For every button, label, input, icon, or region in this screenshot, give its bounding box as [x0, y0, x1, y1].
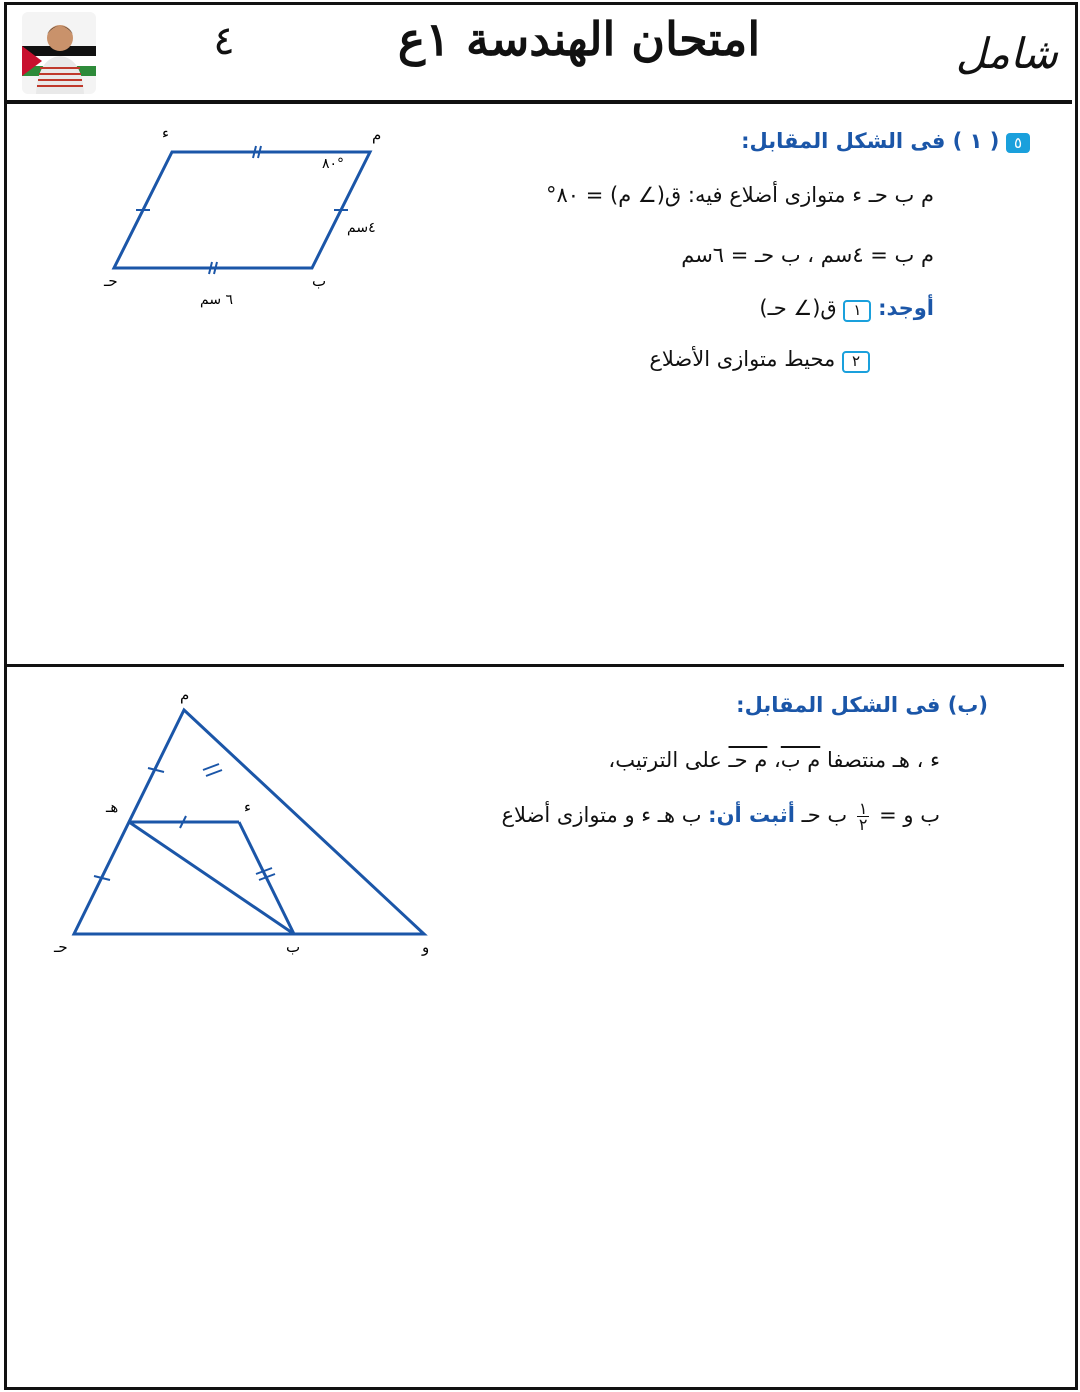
parallelogram-figure	[100, 118, 400, 318]
fraction-numerator: ١	[858, 798, 868, 818]
author-avatar	[22, 12, 96, 94]
segment-ab: م ب	[780, 748, 821, 772]
vertex-label-d: ء	[162, 124, 170, 142]
question-b-line-2	[502, 800, 940, 832]
midpoints-text: ء ، هـ منتصفا	[826, 748, 940, 772]
question-a-part-label: ( ١ ) فى الشكل المقابل:	[741, 129, 1000, 153]
vertex-label-b: ب	[312, 272, 327, 290]
prove-statement: ب هـ ء و متوازى أضلاع	[501, 803, 702, 827]
fraction-denominator: ٢	[858, 814, 868, 834]
page-header	[4, 2, 1072, 104]
vertex-label-a: م	[372, 126, 382, 144]
question-a-find-line	[759, 293, 934, 323]
find-label: أوجد:	[878, 296, 934, 320]
triangle-outer	[74, 710, 424, 934]
vertex-label-d: ء	[244, 798, 252, 816]
segment-ac: م حـ	[728, 748, 768, 772]
brand-logo: شامل	[955, 29, 1058, 78]
question-a-given-line-2: م ب = ٤سم ، ب حـ = ٦سم	[681, 243, 934, 267]
triangle-figure	[40, 680, 460, 980]
fraction-half	[857, 798, 870, 834]
bw-equals: ب و =	[879, 803, 940, 827]
vertex-label-c: حـ	[104, 272, 118, 290]
segment-bc: ب حـ	[801, 803, 848, 827]
tick-upper-right-2	[206, 770, 222, 776]
vertex-label-b: ب	[286, 938, 301, 956]
tick-upper-right-1	[203, 764, 219, 770]
question-b-part-label: (ب) فى الشكل المقابل:	[736, 693, 988, 717]
vertex-label-w: و	[422, 938, 430, 956]
question-b-line-1	[608, 745, 940, 775]
segment-hb	[129, 822, 294, 934]
question-a-heading	[741, 126, 1030, 156]
exam-title: امتحان الهندسة ١ع	[397, 12, 761, 66]
question-a-find-line-2	[649, 344, 870, 374]
question-a-given-line-1: م ب حـ ء متوازى أضلاع فيه: ق(∠ م) = ٨٠°	[546, 183, 934, 207]
prove-label: أثبت أن:	[708, 803, 795, 827]
vertex-label-c: حـ	[54, 938, 68, 956]
find-item-2-number: ٢	[842, 351, 870, 373]
vertex-label-h: هـ	[106, 798, 119, 816]
find-item-1-text: ق(∠ حـ)	[759, 296, 837, 320]
angle-label-80: ٨٠°	[322, 156, 345, 172]
side-label-ab: ٤سم	[347, 220, 376, 236]
section-divider	[4, 664, 1064, 667]
find-item-1-number: ١	[843, 300, 871, 322]
comma-separator: ،	[774, 748, 781, 772]
vertex-label-a: م	[180, 686, 190, 704]
respectively-text: على الترتيب،	[608, 748, 722, 772]
side-label-bc: ٦ سم	[200, 292, 234, 308]
question-number-badge: ٥	[1006, 133, 1030, 153]
find-item-2-text: محيط متوازى الأضلاع	[649, 347, 836, 371]
page-number: ٤	[213, 18, 235, 64]
